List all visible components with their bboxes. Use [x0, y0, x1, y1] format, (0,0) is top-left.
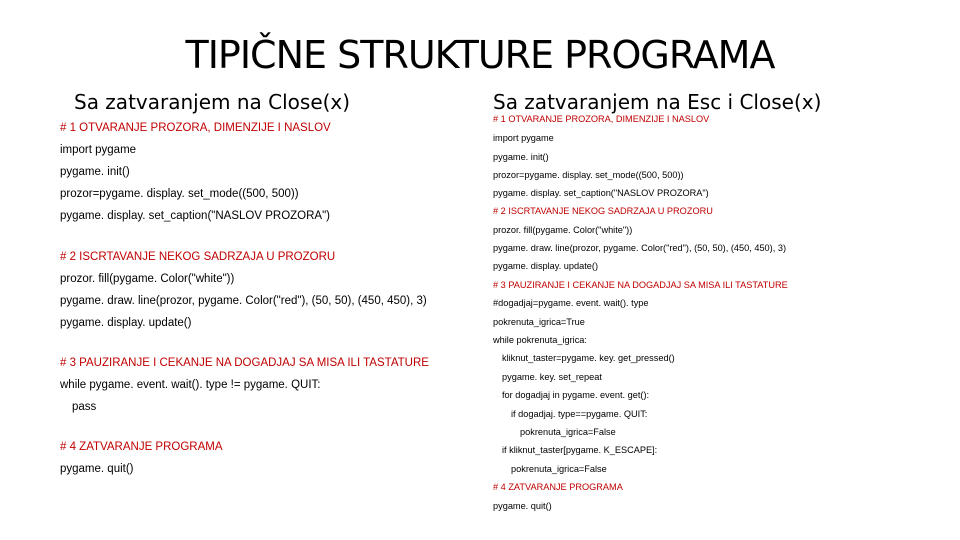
code-line: pygame. key. set_repeat	[502, 372, 602, 382]
code-comment: # 4 ZATVARANJE PROGRAMA	[60, 441, 223, 453]
right-column-heading: Sa zatvaranjem na Esc i Close(x)	[493, 90, 822, 114]
code-line: pass	[72, 401, 97, 413]
code-comment: # 2 ISCRTAVANJE NEKOG SADRZAJA U PROZORU	[493, 206, 713, 216]
code-comment: # 2 ISCRTAVANJE NEKOG SADRZAJA U PROZORU	[60, 251, 336, 263]
code-line: pokrenuta_igrica=False	[511, 464, 607, 474]
code-line: while pygame. event. wait(). type != pygame. QUIT:	[60, 379, 321, 391]
code-comment: # 3 PAUZIRANJE I CEKANJE NA DOGADJAJ SA MISA ILI TASTATURE	[60, 357, 429, 369]
code-line: if kliknut_taster[pygame. K_ESCAPE]:	[502, 445, 658, 455]
code-line: pygame. display. set_caption("NASLOV PROZORA")	[493, 188, 709, 198]
code-line: prozor=pygame. display. set_mode((500, 500))	[60, 188, 299, 200]
slide-title: TIPIČNE STRUKTURE PROGRAMA	[185, 33, 775, 77]
code-comment: # 4 ZATVARANJE PROGRAMA	[493, 482, 623, 492]
code-line: kliknut_taster=pygame. key. get_pressed()	[502, 353, 675, 363]
code-line: pygame. init()	[60, 166, 130, 178]
code-line: pokrenuta_igrica=True	[493, 317, 585, 327]
code-line: prozor=pygame. display. set_mode((500, 500))	[493, 170, 684, 180]
code-comment: # 1 OTVARANJE PROZORA, DIMENZIJE I NASLOV	[60, 122, 331, 134]
code-line: prozor. fill(pygame. Color("white"))	[493, 225, 633, 235]
code-comment: # 3 PAUZIRANJE I CEKANJE NA DOGADJAJ SA MISA ILI TASTATURE	[493, 280, 788, 290]
code-line: prozor. fill(pygame. Color("white"))	[60, 273, 235, 285]
code-line: import pygame	[493, 133, 554, 143]
code-line: pygame. quit()	[493, 501, 552, 511]
code-line: #dogadjaj=pygame. event. wait(). type	[493, 298, 649, 308]
code-line: pygame. draw. line(prozor, pygame. Color("red"), (50, 50), (450, 450), 3)	[493, 243, 786, 253]
left-column-heading: Sa zatvaranjem na Close(x)	[74, 90, 351, 114]
code-line: pygame. display. update()	[493, 261, 599, 271]
code-line: pygame. quit()	[60, 463, 134, 475]
code-line: if dogadjaj. type==pygame. QUIT:	[511, 409, 648, 419]
code-line: import pygame	[60, 144, 137, 156]
code-comment: # 1 OTVARANJE PROZORA, DIMENZIJE I NASLOV	[493, 114, 710, 124]
code-line: while pokrenuta_igrica:	[493, 335, 587, 345]
code-line: pygame. draw. line(prozor, pygame. Color("red"), (50, 50), (450, 450), 3)	[60, 295, 427, 307]
code-line: pygame. init()	[493, 152, 549, 162]
code-line: pokrenuta_igrica=False	[520, 427, 616, 437]
code-line: for dogadjaj in pygame. event. get():	[502, 390, 650, 400]
code-line: pygame. display. update()	[60, 317, 192, 329]
code-line: pygame. display. set_caption("NASLOV PROZORA")	[60, 210, 330, 222]
